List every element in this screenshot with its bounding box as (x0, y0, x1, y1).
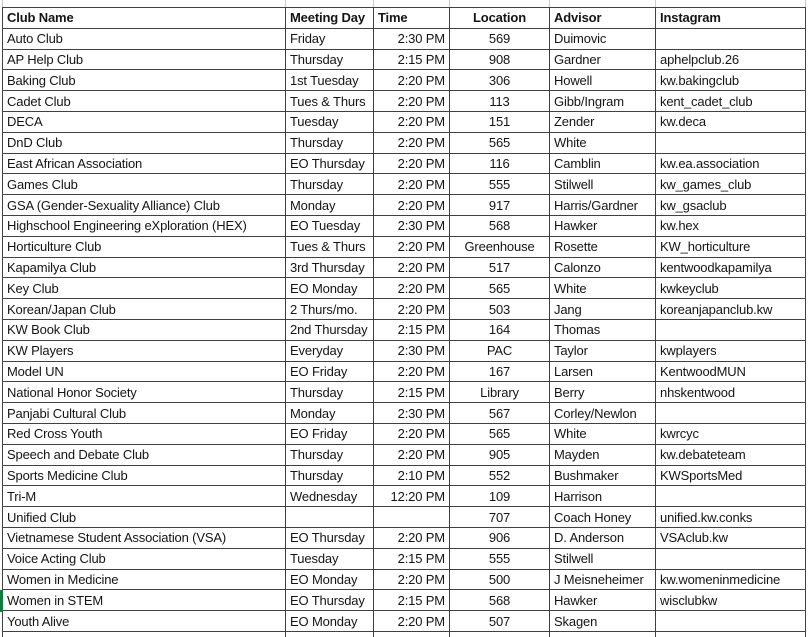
cell[interactable]: DECA (3, 111, 286, 132)
cell[interactable]: 2:20 PM (374, 236, 450, 257)
cell[interactable]: AP Help Club (3, 49, 286, 70)
cell[interactable]: Library (450, 382, 550, 403)
table-row (3, 132, 806, 153)
cell[interactable]: Skagen (550, 611, 656, 632)
cell[interactable]: Harris/Gardner (550, 195, 656, 216)
cell[interactable]: Model UN (3, 361, 286, 382)
cell[interactable] (286, 507, 374, 528)
cell[interactable]: Calonzo (550, 257, 656, 278)
cell[interactable]: Voice Acting Club (3, 548, 286, 569)
cell[interactable]: 567 (450, 403, 550, 424)
cell[interactable]: Kapamilya Club (3, 257, 286, 278)
cell[interactable]: 2:20 PM (374, 527, 450, 548)
cell[interactable] (656, 28, 806, 49)
cell[interactable]: 906 (450, 527, 550, 548)
cell[interactable] (656, 611, 806, 632)
header-row (3, 8, 806, 29)
cell[interactable]: Mayden (550, 444, 656, 465)
clipped-row (3, 631, 806, 637)
cell[interactable]: Baking Club (3, 70, 286, 91)
cell[interactable]: Duimovic (550, 28, 656, 49)
cell[interactable]: 2:20 PM (374, 91, 450, 112)
cell[interactable]: 2:20 PM (374, 361, 450, 382)
cell[interactable]: Unified Club (3, 507, 286, 528)
cell[interactable]: Thursday (286, 132, 374, 153)
cell[interactable]: 3rd Thursday (286, 257, 374, 278)
cell[interactable]: National Honor Society (3, 382, 286, 403)
table-row (3, 278, 806, 299)
cell[interactable]: 151 (450, 111, 550, 132)
cell[interactable]: 565 (450, 132, 550, 153)
cell[interactable]: Gardner (550, 49, 656, 70)
cell[interactable]: 2nd Thursday (286, 319, 374, 340)
cell[interactable]: EO Friday (286, 361, 374, 382)
cell[interactable]: kw.womeninmedicine (656, 569, 806, 590)
cell[interactable]: 109 (450, 486, 550, 507)
cell[interactable]: 2:30 PM (374, 28, 450, 49)
cell[interactable]: 2:10 PM (374, 465, 450, 486)
gridline (549, 0, 550, 7)
table-row (3, 111, 806, 132)
cell[interactable]: Hawker (550, 215, 656, 236)
table-row (3, 70, 806, 91)
cell[interactable]: 2:20 PM (374, 299, 450, 320)
table-row (3, 195, 806, 216)
table-row (3, 153, 806, 174)
cell[interactable]: Cadet Club (3, 91, 286, 112)
cell[interactable]: KWSportsMed (656, 465, 806, 486)
cell[interactable]: Korean/Japan Club (3, 299, 286, 320)
table-row (3, 486, 806, 507)
cell[interactable]: J Meisneheimer (550, 569, 656, 590)
table-row (3, 465, 806, 486)
cell[interactable]: 568 (450, 590, 550, 611)
cell[interactable]: 2 Thurs/mo. (286, 299, 374, 320)
cell[interactable]: Vietnamese Student Association (VSA) (3, 527, 286, 548)
partial-row-above (0, 0, 811, 7)
cell[interactable]: White (550, 278, 656, 299)
cell[interactable]: GSA (Gender-Sexuality Alliance) Club (3, 195, 286, 216)
cell[interactable]: EO Monday (286, 278, 374, 299)
cell[interactable]: D. Anderson (550, 527, 656, 548)
cell[interactable]: 2:20 PM (374, 611, 450, 632)
cell[interactable] (656, 486, 806, 507)
cell[interactable]: KW Players (3, 340, 286, 361)
table-row (3, 548, 806, 569)
cell[interactable]: Thursday (286, 174, 374, 195)
cell[interactable]: EO Thursday (286, 590, 374, 611)
column-header-meeting-day[interactable]: Meeting Day (286, 8, 374, 29)
cell[interactable]: Horticulture Club (3, 236, 286, 257)
cell[interactable]: Greenhouse (450, 236, 550, 257)
cell[interactable]: White (550, 423, 656, 444)
column-header-instagram[interactable]: Instagram (656, 8, 806, 29)
cell[interactable]: EO Thursday (286, 153, 374, 174)
cell[interactable]: Women in STEM (3, 590, 286, 611)
column-header-time[interactable]: Time (374, 8, 450, 29)
cell[interactable]: 2:20 PM (374, 195, 450, 216)
cell[interactable] (3, 631, 286, 637)
cell[interactable]: EO Tuesday (286, 215, 374, 236)
cell[interactable]: Women in Medicine (3, 569, 286, 590)
cell[interactable]: Taylor (550, 340, 656, 361)
cell[interactable]: 565 (450, 278, 550, 299)
cell[interactable]: 2:20 PM (374, 174, 450, 195)
selected-cell-border-indicator (0, 590, 3, 612)
cell[interactable]: Thursday (286, 465, 374, 486)
table-row (3, 28, 806, 49)
cell[interactable] (374, 631, 450, 637)
cell[interactable] (374, 507, 450, 528)
table-row (3, 403, 806, 424)
cell[interactable]: 306 (450, 70, 550, 91)
table-row (3, 215, 806, 236)
cell[interactable] (656, 548, 806, 569)
cell[interactable]: Speech and Debate Club (3, 444, 286, 465)
cell[interactable]: EO Thursday (286, 527, 374, 548)
cell[interactable]: nhskentwood (656, 382, 806, 403)
cell[interactable]: KW_horticulture (656, 236, 806, 257)
cell[interactable]: Youth Alive (3, 611, 286, 632)
cell[interactable]: Thomas (550, 319, 656, 340)
cell[interactable]: kw.ea.association (656, 153, 806, 174)
cell[interactable]: Berry (550, 382, 656, 403)
cell[interactable]: PAC (450, 340, 550, 361)
cell[interactable]: 167 (450, 361, 550, 382)
cell[interactable]: 568 (450, 215, 550, 236)
gridline (373, 0, 374, 7)
table-row (3, 444, 806, 465)
cell[interactable]: Gibb/Ingram (550, 91, 656, 112)
cell[interactable]: Bushmaker (550, 465, 656, 486)
table-row (3, 299, 806, 320)
cell[interactable]: kw.hex (656, 215, 806, 236)
table-row (3, 174, 806, 195)
cell[interactable]: wisclubkw (656, 590, 806, 611)
cell[interactable]: White (550, 132, 656, 153)
cell[interactable]: kwrcyc (656, 423, 806, 444)
table-row (3, 590, 806, 611)
gridline (805, 0, 806, 7)
table-row (3, 382, 806, 403)
cell[interactable]: VSAclub.kw (656, 527, 806, 548)
cell[interactable]: Stilwell (550, 174, 656, 195)
cell[interactable]: Tuesday (286, 111, 374, 132)
cell[interactable]: 116 (450, 153, 550, 174)
table-row (3, 569, 806, 590)
cell[interactable]: 12:20 PM (374, 486, 450, 507)
cell[interactable]: kw_games_club (656, 174, 806, 195)
cell[interactable]: Larsen (550, 361, 656, 382)
cell[interactable]: Monday (286, 403, 374, 424)
cell[interactable]: 2:15 PM (374, 382, 450, 403)
cell[interactable] (550, 631, 656, 637)
cell[interactable]: 905 (450, 444, 550, 465)
cell[interactable]: Jang (550, 299, 656, 320)
cell[interactable]: EO Monday (286, 569, 374, 590)
table-row (3, 527, 806, 548)
cell[interactable]: 113 (450, 91, 550, 112)
table-row (3, 91, 806, 112)
cell[interactable]: kw.bakingclub (656, 70, 806, 91)
cell[interactable]: Tuesday (286, 548, 374, 569)
cell[interactable]: Games Club (3, 174, 286, 195)
cell[interactable]: 552 (450, 465, 550, 486)
column-header-advisor[interactable]: Advisor (550, 8, 656, 29)
cell[interactable]: EO Friday (286, 423, 374, 444)
cell[interactable]: Stilwell (550, 548, 656, 569)
cell[interactable]: 164 (450, 319, 550, 340)
cell[interactable]: Thursday (286, 382, 374, 403)
cell[interactable]: koreanjapanclub.kw (656, 299, 806, 320)
cell[interactable]: Camblin (550, 153, 656, 174)
cell[interactable]: 1st Tuesday (286, 70, 374, 91)
cell[interactable]: Rosette (550, 236, 656, 257)
cell[interactable]: Zender (550, 111, 656, 132)
cell[interactable]: 917 (450, 195, 550, 216)
cell[interactable]: 569 (450, 28, 550, 49)
cell[interactable]: 507 (450, 611, 550, 632)
cell[interactable]: Monday (286, 195, 374, 216)
cell[interactable]: 503 (450, 299, 550, 320)
cell[interactable]: 2:20 PM (374, 423, 450, 444)
cell[interactable]: 2:20 PM (374, 111, 450, 132)
table-row (3, 611, 806, 632)
cell[interactable]: Key Club (3, 278, 286, 299)
cell[interactable] (450, 631, 550, 637)
cell[interactable]: East African Association (3, 153, 286, 174)
gridline (285, 0, 286, 7)
cell[interactable]: Hawker (550, 590, 656, 611)
cell[interactable]: 2:15 PM (374, 548, 450, 569)
cell[interactable]: aphelpclub.26 (656, 49, 806, 70)
cell[interactable] (286, 631, 374, 637)
cell[interactable]: kw.deca (656, 111, 806, 132)
cell[interactable]: 2:15 PM (374, 319, 450, 340)
cell[interactable]: Coach Honey (550, 507, 656, 528)
cell[interactable]: 500 (450, 569, 550, 590)
cell[interactable]: 2:30 PM (374, 340, 450, 361)
cell[interactable]: 2:15 PM (374, 590, 450, 611)
cell[interactable]: Auto Club (3, 28, 286, 49)
table-row (3, 257, 806, 278)
cell[interactable]: Red Cross Youth (3, 423, 286, 444)
cell[interactable]: Everyday (286, 340, 374, 361)
cell[interactable]: 2:15 PM (374, 49, 450, 70)
cell[interactable]: unified.kw.conks (656, 507, 806, 528)
cell[interactable]: 555 (450, 174, 550, 195)
clubs-table-body (3, 8, 806, 637)
cell[interactable]: Harrison (550, 486, 656, 507)
cell[interactable]: 2:30 PM (374, 215, 450, 236)
cell[interactable]: 2:20 PM (374, 257, 450, 278)
cell[interactable]: 2:20 PM (374, 278, 450, 299)
cell[interactable]: Tues & Thurs (286, 236, 374, 257)
cell[interactable]: 2:20 PM (374, 132, 450, 153)
table-row (3, 507, 806, 528)
gridline (2, 0, 3, 7)
table-row (3, 236, 806, 257)
cell[interactable]: kwplayers (656, 340, 806, 361)
cell[interactable]: 908 (450, 49, 550, 70)
cell[interactable]: 2:20 PM (374, 444, 450, 465)
cell[interactable]: Thursday (286, 49, 374, 70)
table-row (3, 361, 806, 382)
cell[interactable]: Howell (550, 70, 656, 91)
column-header-club-name[interactable]: Club Name (3, 8, 286, 29)
cell[interactable]: 2:20 PM (374, 569, 450, 590)
cell[interactable]: kentwoodkapamilya (656, 257, 806, 278)
table-row (3, 49, 806, 70)
cell[interactable] (656, 319, 806, 340)
table-row (3, 319, 806, 340)
cell[interactable]: Sports Medicine Club (3, 465, 286, 486)
cell[interactable] (656, 403, 806, 424)
cell[interactable] (656, 631, 806, 637)
cell[interactable]: 2:20 PM (374, 153, 450, 174)
cell[interactable]: 2:30 PM (374, 403, 450, 424)
cell[interactable]: 2:20 PM (374, 70, 450, 91)
cell[interactable]: kent_cadet_club (656, 91, 806, 112)
cell[interactable]: DnD Club (3, 132, 286, 153)
cell[interactable]: 517 (450, 257, 550, 278)
cell[interactable]: EO Monday (286, 611, 374, 632)
table-row (3, 340, 806, 361)
table-row (3, 423, 806, 444)
cell[interactable]: Corley/Newlon (550, 403, 656, 424)
cell[interactable]: 707 (450, 507, 550, 528)
gridline (655, 0, 656, 7)
cell[interactable]: kw.debateteam (656, 444, 806, 465)
clubs-table (2, 7, 806, 637)
cell[interactable]: 565 (450, 423, 550, 444)
gridline (449, 0, 450, 7)
cell[interactable]: Tues & Thurs (286, 91, 374, 112)
cell[interactable]: Thursday (286, 444, 374, 465)
cell[interactable]: KW Book Club (3, 319, 286, 340)
cell[interactable]: Highschool Engineering eXploration (HEX) (3, 215, 286, 236)
cell[interactable]: 555 (450, 548, 550, 569)
cell[interactable]: Wednesday (286, 486, 374, 507)
cell[interactable]: kw_gsaclub (656, 195, 806, 216)
cell[interactable]: Friday (286, 28, 374, 49)
cell[interactable]: KentwoodMUN (656, 361, 806, 382)
cell[interactable] (656, 132, 806, 153)
cell[interactable]: Tri-M (3, 486, 286, 507)
cell[interactable]: Panjabi Cultural Club (3, 403, 286, 424)
column-header-location[interactable]: Location (450, 8, 550, 29)
cell[interactable]: kwkeyclub (656, 278, 806, 299)
